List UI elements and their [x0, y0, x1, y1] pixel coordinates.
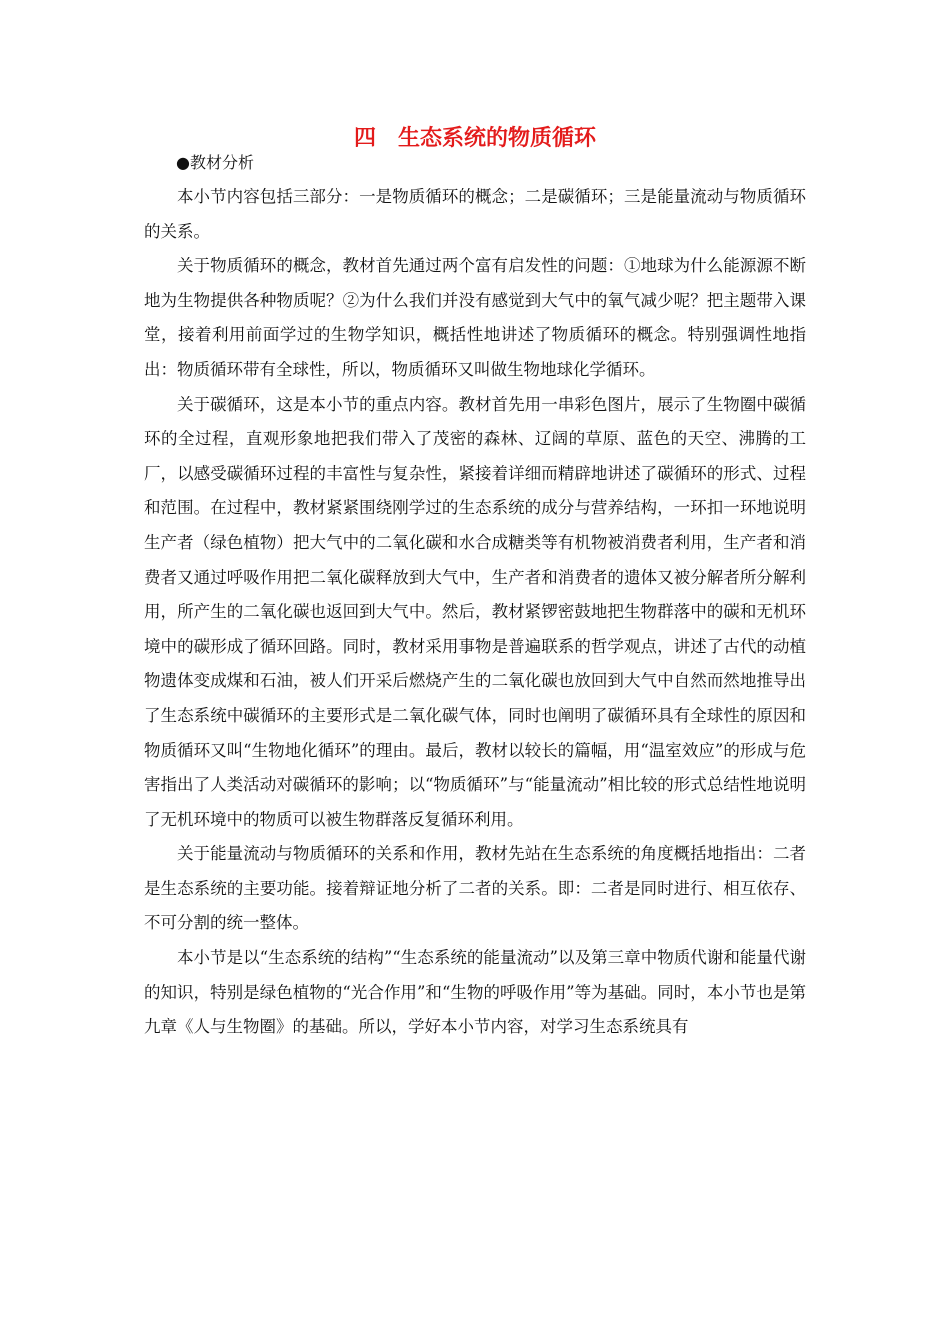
body-text: [144, 180, 806, 1045]
paragraph-cycle-concept: 关于物质循环的概念，教材首先通过两个富有启发性的问题：①地球为什么能源源不断地为生物提供各种物质呢？②为什么我们并没有感觉到大气中的氧气减少呢？把主题带入课堂，接着利用前面学过的生物学知识，概括性地讲述了物质循环的概念。特别强调性地指出：物质循环带有全球性，所以，物质循环又叫做生物地球化学循环。: [144, 256, 806, 379]
section-heading: ●教材分析: [176, 153, 254, 172]
paragraph-energy-matter-relation: 关于能量流动与物质循环的关系和作用，教材先站在生态系统的角度概括地指出：二者是生态系统的主要功能。接着辩证地分析了二者的关系。即：二者是同时进行、相互依存、不可分割的统一整体。: [144, 844, 806, 933]
paragraph-foundation: 本小节是以“生态系统的结构”“生态系统的能量流动”以及第三章中物质代谢和能量代谢的知识，特别是绿色植物的“光合作用”和“生物的呼吸作用”等为基础。同时，本小节也是第九章《人与生物圈》的基础。所以，学好本小节内容，对学习生态系统具有: [144, 948, 806, 1037]
paragraph-carbon-cycle: 关于碳循环，这是本小节的重点内容。教材首先用一串彩色图片，展示了生物圈中碳循环的全过程，直观形象地把我们带入了茂密的森林、辽阔的草原、蓝色的天空、沸腾的工厂，以感受碳循环过程的丰富性与复杂性，紧接着详细而精辟地讲述了碳循环的形式、过程和范围。在过程中，教材紧紧围绕刚学过的生态系统的成分与营养结构，一环扣一环地说明生产者（绿色植物）把大气中的二氧化碳和水合成糖类等有机物被消费者利用，生产者和消费者又通过呼吸作用把二氧化碳释放到大气中，生产者和消费者的遗体又被分解者所分解利用，所产生的二氧化碳也返回到大气中。然后，教材紧锣密鼓地把生物群落中的碳和无机环境中的碳形成了循环回路。同时，教材采用事物是普遍联系的哲学观点，讲述了古代的动植物遗体变成煤和石油，被人们开采后燃烧产生的二氧化碳也放回到大气中自然而然地推导出了生态系统中碳循环的主要形式是二氧化碳气体，同时也阐明了碳循环具有全球性的原因和物质循环又叫“生物地化循环”的理由。最后，教材以较长的篇幅，用“温室效应”的形成与危害指出了人类活动对碳循环的影响；以“物质循环”与“能量流动”相比较的形式总结性地说明了无机环境中的物质可以被生物群落反复循环利用。: [144, 394, 806, 829]
document-title: 四 生态系统的物质循环: [353, 126, 596, 151]
paragraph-overview: 本小节内容包括三部分：一是物质循环的概念；二是碳循环；三是能量流动与物质循环的关系。: [144, 187, 806, 241]
